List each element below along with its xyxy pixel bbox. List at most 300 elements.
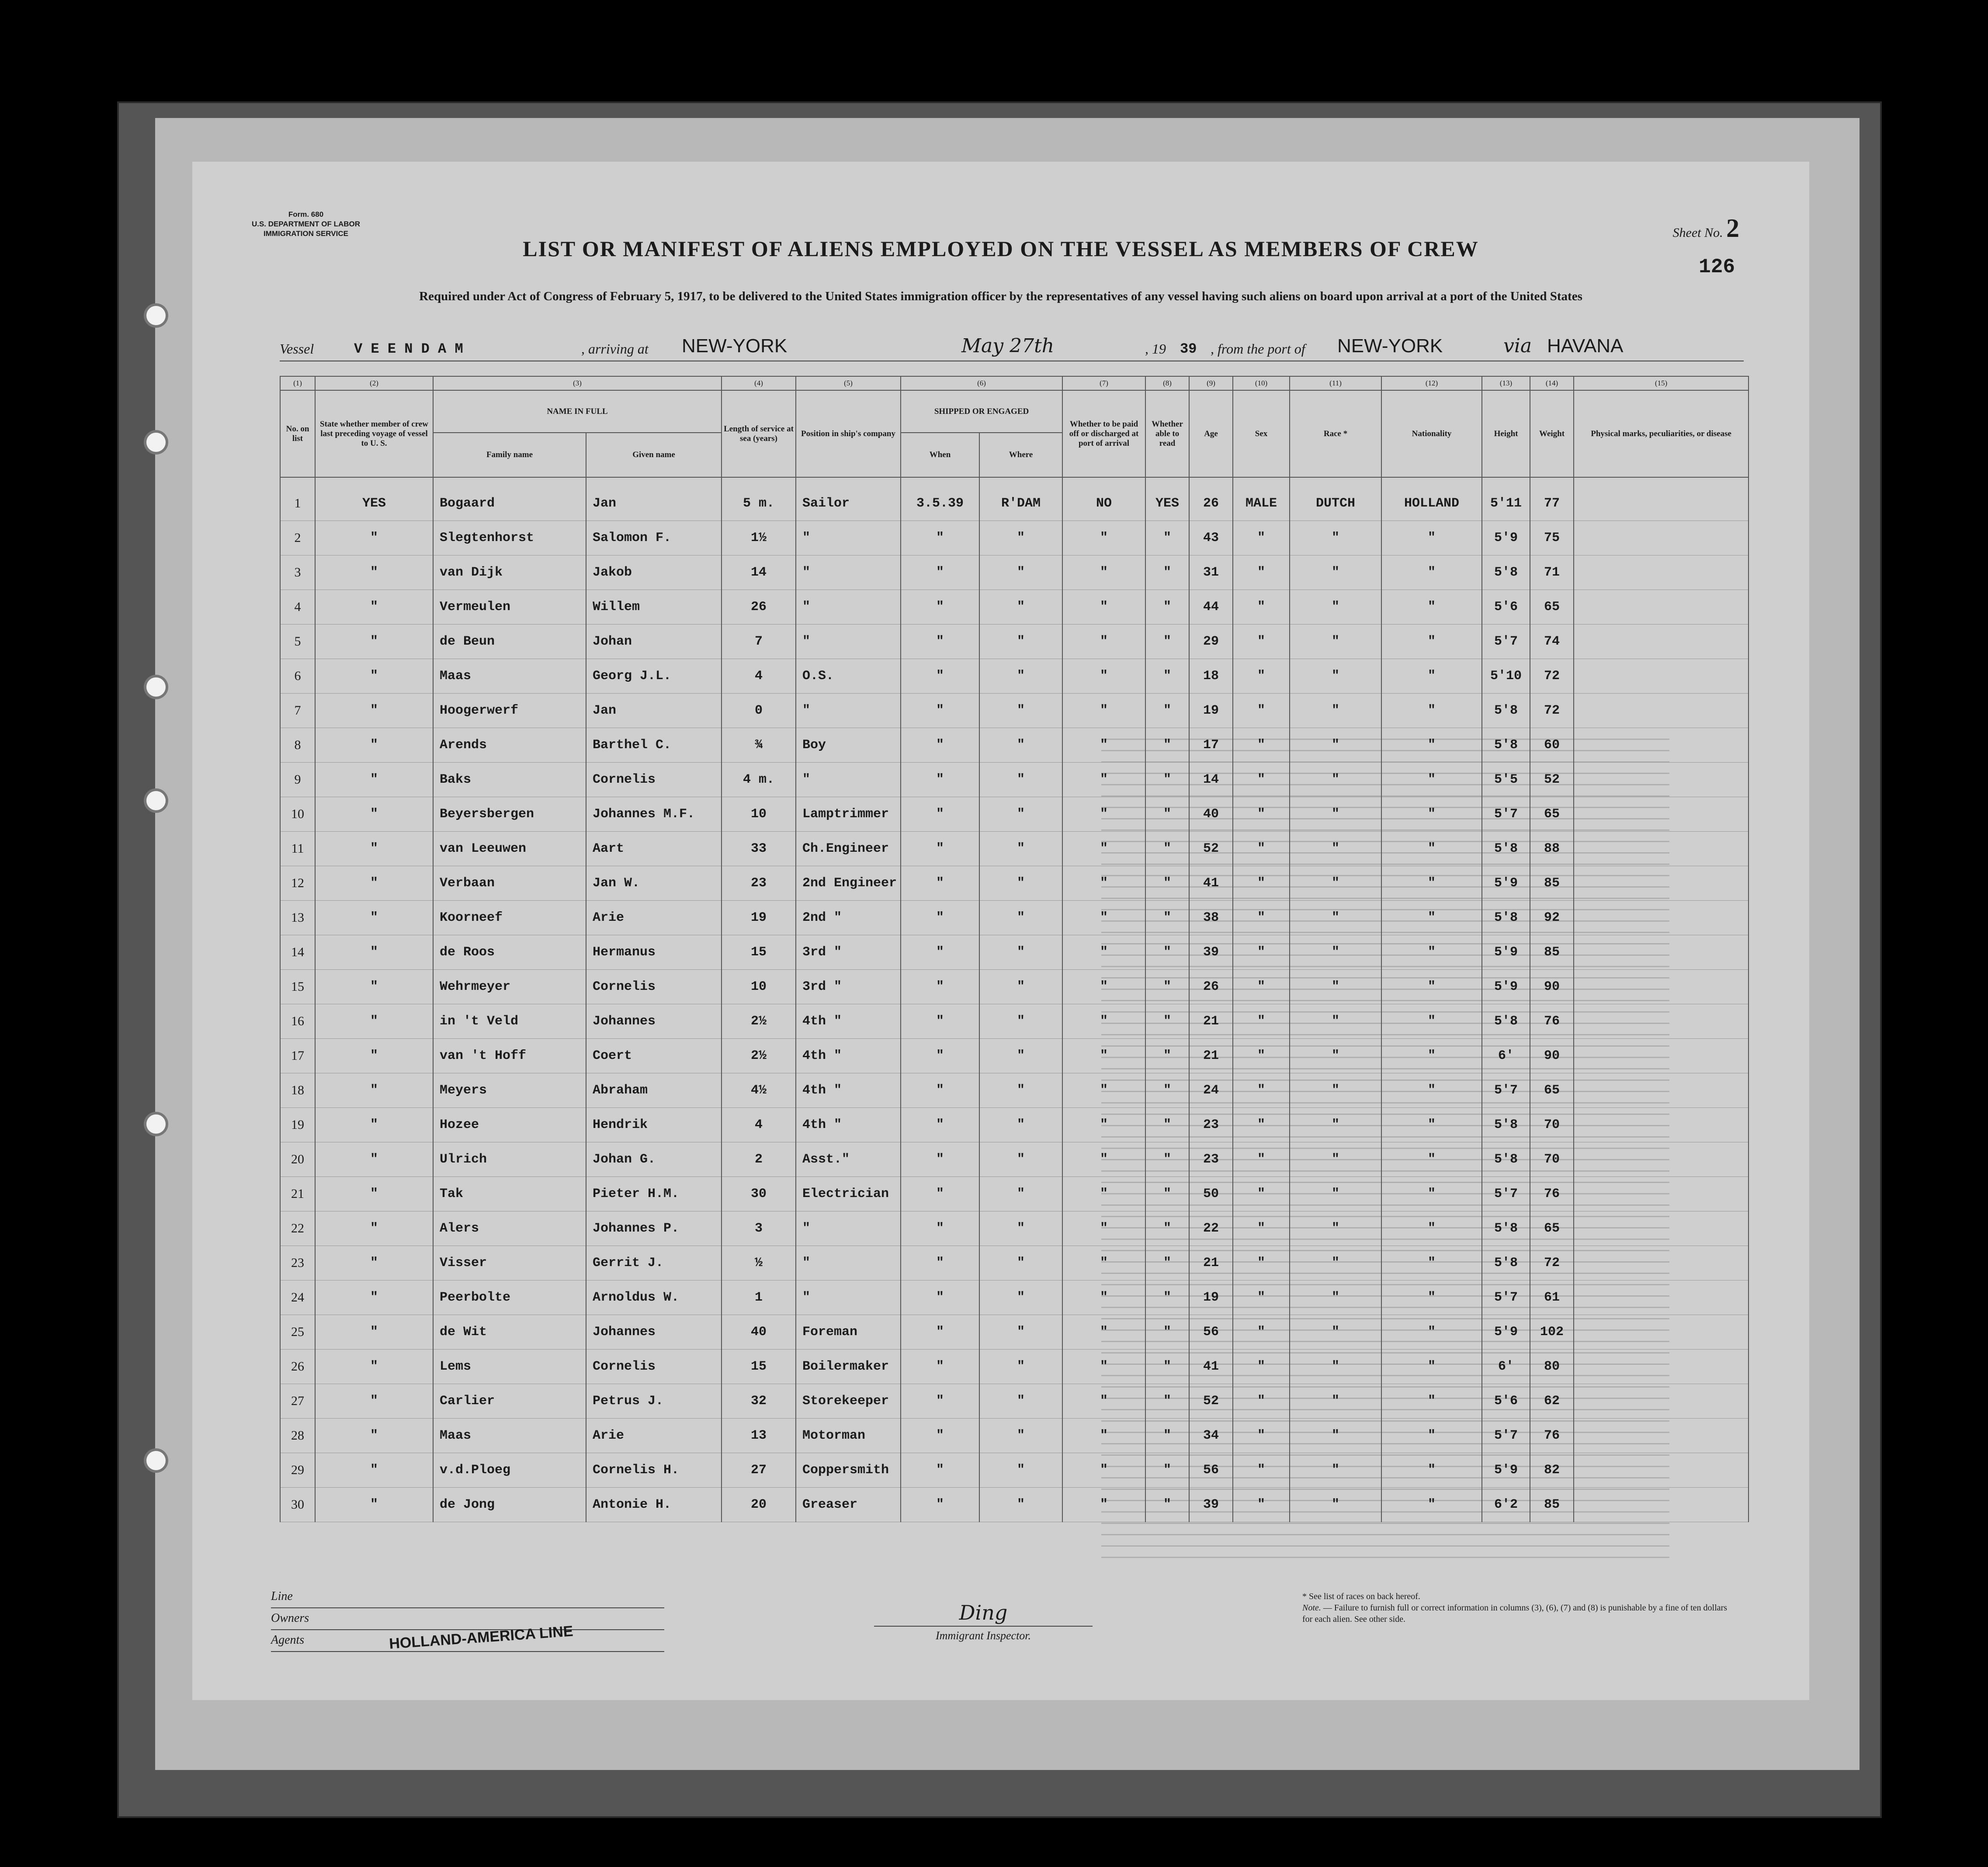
sheet-value: 2 [1726, 214, 1739, 243]
cell-race: " [1290, 555, 1381, 590]
cell-age: 21 [1189, 1004, 1233, 1039]
cell-paid: NO [1062, 477, 1145, 521]
crew-row [280, 1004, 1749, 1039]
cell-weight: 85 [1530, 935, 1574, 970]
cell-physical-marks [1574, 659, 1749, 694]
cell-age: 39 [1189, 1488, 1233, 1522]
cell-race: " [1290, 1281, 1381, 1315]
cell-age: 34 [1189, 1419, 1233, 1453]
cell-sex: " [1233, 625, 1290, 659]
cell-paid: " [1062, 1211, 1145, 1246]
cell-position: " [796, 1281, 901, 1315]
header-when: When [901, 433, 979, 477]
cell-service: 23 [722, 866, 796, 901]
vessel-line [280, 334, 1744, 361]
cell-service: 10 [722, 970, 796, 1004]
via-port: HAVANA [1547, 335, 1624, 357]
cell-family: Beyersbergen [433, 797, 586, 832]
cell-when: " [901, 728, 979, 763]
header-given-name: Given name [586, 433, 722, 477]
cell-physical-marks [1574, 1211, 1749, 1246]
cell-where: " [979, 659, 1062, 694]
cell-where: " [979, 521, 1062, 555]
cell-service: 19 [722, 901, 796, 935]
cell-prev: " [315, 1177, 433, 1211]
cell-service: 2 [722, 1142, 796, 1177]
cell-given: Arie [586, 1419, 722, 1453]
header-physical-marks: Physical marks, peculiarities, or disease [1574, 390, 1749, 477]
cell-read: " [1145, 728, 1189, 763]
cell-race: " [1290, 590, 1381, 625]
cell-prev: " [315, 1004, 433, 1039]
cell-paid: " [1062, 555, 1145, 590]
cell-where: " [979, 1281, 1062, 1315]
cell-when: " [901, 1108, 979, 1142]
cell-family: v.d.Ploeg [433, 1453, 586, 1488]
cell-age: 39 [1189, 935, 1233, 970]
cell-no: 1 [280, 477, 315, 521]
cell-height: 6' [1482, 1350, 1530, 1384]
penalty-note [1302, 1602, 1731, 1625]
cell-no: 2 [280, 521, 315, 555]
cell-race: " [1290, 763, 1381, 797]
cell-height: 5'8 [1482, 694, 1530, 728]
department: U.S. DEPARTMENT OF LABOR [251, 220, 361, 228]
header-height: Height [1482, 390, 1530, 477]
cell-nationality: " [1381, 694, 1482, 728]
cell-given: Johan [586, 625, 722, 659]
cell-family: Maas [433, 659, 586, 694]
header-able-read: Whether able to read [1145, 390, 1189, 477]
cell-physical-marks [1574, 477, 1749, 521]
cell-sex: " [1233, 935, 1290, 970]
cell-where: " [979, 728, 1062, 763]
cell-nationality: " [1381, 590, 1482, 625]
cell-read: " [1145, 659, 1189, 694]
owners-row [271, 1608, 664, 1630]
cell-family: Alers [433, 1211, 586, 1246]
cell-no: 21 [280, 1177, 315, 1211]
cell-no: 20 [280, 1142, 315, 1177]
cell-when: " [901, 1246, 979, 1281]
cell-prev: " [315, 625, 433, 659]
cell-height: 5'5 [1482, 763, 1530, 797]
footnotes [1302, 1591, 1731, 1625]
cell-sex: " [1233, 590, 1290, 625]
cell-position: 3rd " [796, 970, 901, 1004]
cell-physical-marks [1574, 1453, 1749, 1488]
cell-paid: " [1062, 1315, 1145, 1350]
cell-position: 4th " [796, 1073, 901, 1108]
agent-stamp: HOLLAND-AMERICA LINE [389, 1623, 574, 1652]
cell-family: Arends [433, 728, 586, 763]
cell-service: 26 [722, 590, 796, 625]
cell-sex: " [1233, 797, 1290, 832]
cell-where: " [979, 1142, 1062, 1177]
crew-row [280, 935, 1749, 970]
cell-weight: 76 [1530, 1419, 1574, 1453]
cell-height: 5'7 [1482, 625, 1530, 659]
cell-no: 3 [280, 555, 315, 590]
cell-prev: " [315, 1142, 433, 1177]
cell-height: 5'8 [1482, 1211, 1530, 1246]
cell-weight: 62 [1530, 1384, 1574, 1419]
cell-no: 7 [280, 694, 315, 728]
crew-row [280, 1039, 1749, 1073]
cell-family: Visser [433, 1246, 586, 1281]
cell-position: " [796, 590, 901, 625]
cell-race: " [1290, 797, 1381, 832]
cell-no: 30 [280, 1488, 315, 1522]
binder-hole [146, 306, 166, 325]
form-number: Form. 680 [288, 210, 324, 219]
cell-physical-marks [1574, 1004, 1749, 1039]
cell-age: 38 [1189, 901, 1233, 935]
cell-sex: " [1233, 1315, 1290, 1350]
cell-nationality: " [1381, 1039, 1482, 1073]
cell-paid: " [1062, 1004, 1145, 1039]
cell-prev: " [315, 590, 433, 625]
cell-height: 5'6 [1482, 590, 1530, 625]
cell-given: Abraham [586, 1073, 722, 1108]
cell-race: " [1290, 694, 1381, 728]
cell-nationality: " [1381, 1142, 1482, 1177]
cell-where: " [979, 935, 1062, 970]
year-suffix: 39 [1180, 341, 1197, 357]
cell-prev: " [315, 659, 433, 694]
cell-when: " [901, 521, 979, 555]
crew-row [280, 1211, 1749, 1246]
cell-position: " [796, 625, 901, 659]
cell-age: 41 [1189, 866, 1233, 901]
cell-service: 40 [722, 1315, 796, 1350]
cell-race: " [1290, 1350, 1381, 1384]
cell-when: " [901, 866, 979, 901]
crew-row [280, 1315, 1749, 1350]
cell-height: 5'8 [1482, 1142, 1530, 1177]
cell-where: " [979, 970, 1062, 1004]
cell-age: 21 [1189, 1246, 1233, 1281]
cell-where: " [979, 901, 1062, 935]
cell-read: " [1145, 1419, 1189, 1453]
crew-row [280, 970, 1749, 1004]
cell-when: " [901, 1281, 979, 1315]
cell-weight: 72 [1530, 694, 1574, 728]
cell-race: " [1290, 901, 1381, 935]
cell-height: 6'2 [1482, 1488, 1530, 1522]
page-subtitle: Required under Act of Congress of February 5, 1917, to be delivered to the United States immigration officer by the representatives of any vessel having such aliens on board upon arrival at a port of the United States [419, 289, 1582, 303]
cell-height: 6' [1482, 1039, 1530, 1073]
cell-family: de Jong [433, 1488, 586, 1522]
cell-where: " [979, 555, 1062, 590]
vessel-name: V E E N D A M [354, 341, 463, 357]
cell-nationality: " [1381, 659, 1482, 694]
cell-race: " [1290, 1211, 1381, 1246]
cell-when: " [901, 763, 979, 797]
cell-position: " [796, 1211, 901, 1246]
crew-row [280, 1350, 1749, 1384]
cell-where: " [979, 1039, 1062, 1073]
cell-no: 26 [280, 1350, 315, 1384]
cell-sex: " [1233, 1350, 1290, 1384]
cell-when: " [901, 659, 979, 694]
cell-prev: " [315, 1108, 433, 1142]
cell-given: Pieter H.M. [586, 1177, 722, 1211]
cell-no: 22 [280, 1211, 315, 1246]
crew-row [280, 1384, 1749, 1419]
header-row [280, 390, 1749, 433]
cell-given: Jan W. [586, 866, 722, 901]
col-num: (3) [433, 376, 722, 390]
cell-race: " [1290, 1246, 1381, 1281]
cell-family: Verbaan [433, 866, 586, 901]
cell-height: 5'9 [1482, 866, 1530, 901]
cell-when: " [901, 832, 979, 866]
cell-race: " [1290, 1177, 1381, 1211]
cell-given: Barthel C. [586, 728, 722, 763]
crew-row [280, 1246, 1749, 1281]
cell-height: 5'7 [1482, 1177, 1530, 1211]
cell-weight: 65 [1530, 590, 1574, 625]
cell-service: 7 [722, 625, 796, 659]
inspector-label: Immigrant Inspector. [935, 1629, 1031, 1642]
col-num: (13) [1482, 376, 1530, 390]
cell-prev: " [315, 1073, 433, 1108]
cell-given: Johan G. [586, 1142, 722, 1177]
cell-paid: " [1062, 1246, 1145, 1281]
cell-when: " [901, 1004, 979, 1039]
cell-given: Willem [586, 590, 722, 625]
col-num: (5) [796, 376, 901, 390]
cell-given: Petrus J. [586, 1384, 722, 1419]
cell-given: Johannes [586, 1315, 722, 1350]
cell-position: Motorman [796, 1419, 901, 1453]
cell-prev: " [315, 555, 433, 590]
cell-family: Ulrich [433, 1142, 586, 1177]
races-note: * See list of races on back hereof. [1302, 1592, 1420, 1601]
cell-race: " [1290, 521, 1381, 555]
cell-sex: " [1233, 1281, 1290, 1315]
col-num: (7) [1062, 376, 1145, 390]
cell-when: " [901, 1384, 979, 1419]
cell-race: " [1290, 1073, 1381, 1108]
cell-nationality: " [1381, 1108, 1482, 1142]
owners-label: Owners [271, 1611, 309, 1625]
cell-when: " [901, 1177, 979, 1211]
cell-prev: " [315, 1453, 433, 1488]
header-family-name: Family name [433, 433, 586, 477]
cell-position: Greaser [796, 1488, 901, 1522]
cell-position: 2nd " [796, 901, 901, 935]
cell-read: " [1145, 1211, 1189, 1246]
cell-weight: 85 [1530, 1488, 1574, 1522]
cell-given: Hendrik [586, 1108, 722, 1142]
header-shipped-engaged: SHIPPED OR ENGAGED [901, 390, 1062, 433]
cell-service: 27 [722, 1453, 796, 1488]
cell-given: Antonie H. [586, 1488, 722, 1522]
crew-row [280, 1142, 1749, 1177]
cell-physical-marks [1574, 1419, 1749, 1453]
sheet-label: Sheet No. [1672, 226, 1723, 240]
col-num: (1) [280, 376, 315, 390]
cell-given: Hermanus [586, 935, 722, 970]
cell-family: van 't Hoff [433, 1039, 586, 1073]
cell-position: 4th " [796, 1004, 901, 1039]
cell-paid: " [1062, 1039, 1145, 1073]
cell-weight: 70 [1530, 1108, 1574, 1142]
cell-sex: " [1233, 694, 1290, 728]
cell-no: 4 [280, 590, 315, 625]
cell-race: " [1290, 1488, 1381, 1522]
cell-age: 22 [1189, 1211, 1233, 1246]
cell-weight: 90 [1530, 970, 1574, 1004]
year-prefix: , 19 [1145, 341, 1166, 357]
column-numbers [280, 376, 1749, 390]
cell-service: 2½ [722, 1004, 796, 1039]
cell-physical-marks [1574, 866, 1749, 901]
cell-no: 28 [280, 1419, 315, 1453]
cell-where: " [979, 625, 1062, 659]
cell-where: " [979, 866, 1062, 901]
cell-read: " [1145, 1281, 1189, 1315]
cell-position: Foreman [796, 1315, 901, 1350]
cell-no: 13 [280, 901, 315, 935]
cell-nationality: " [1381, 1488, 1482, 1522]
cell-weight: 70 [1530, 1142, 1574, 1177]
cell-sex: " [1233, 832, 1290, 866]
binder-hole [146, 791, 166, 810]
cell-position: " [796, 1246, 901, 1281]
cell-weight: 72 [1530, 1246, 1574, 1281]
cell-family: van Dijk [433, 555, 586, 590]
cell-read: " [1145, 866, 1189, 901]
header-no-on-list: No. on list [280, 390, 315, 477]
cell-no: 18 [280, 1073, 315, 1108]
cell-sex: " [1233, 763, 1290, 797]
cell-no: 24 [280, 1281, 315, 1315]
cell-position: Sailor [796, 477, 901, 521]
cell-age: 26 [1189, 970, 1233, 1004]
manifest-sheet [192, 162, 1809, 1700]
cell-age: 21 [1189, 1039, 1233, 1073]
cell-prev: " [315, 1246, 433, 1281]
cell-age: 14 [1189, 763, 1233, 797]
cell-no: 25 [280, 1315, 315, 1350]
cell-prev: " [315, 1419, 433, 1453]
cell-prev: " [315, 970, 433, 1004]
cell-when: " [901, 1315, 979, 1350]
cell-paid: " [1062, 866, 1145, 901]
cell-sex: " [1233, 1211, 1290, 1246]
cell-given: Cornelis [586, 763, 722, 797]
cell-read: " [1145, 555, 1189, 590]
cell-read: " [1145, 1246, 1189, 1281]
cell-when: " [901, 970, 979, 1004]
cell-family: Meyers [433, 1073, 586, 1108]
cell-nationality: " [1381, 935, 1482, 970]
cell-weight: 90 [1530, 1039, 1574, 1073]
cell-when: " [901, 901, 979, 935]
cell-race: " [1290, 935, 1381, 970]
cell-height: 5'9 [1482, 1453, 1530, 1488]
crew-manifest-table [280, 376, 1749, 1522]
cell-paid: " [1062, 1453, 1145, 1488]
header-paid-off: Whether to be paid off or discharged at port of arrival [1062, 390, 1145, 477]
cell-given: Salomon F. [586, 521, 722, 555]
cell-service: 4½ [722, 1073, 796, 1108]
cell-age: 19 [1189, 1281, 1233, 1315]
cell-weight: 88 [1530, 832, 1574, 866]
header-race: Race * [1290, 390, 1381, 477]
cell-family: van Leeuwen [433, 832, 586, 866]
cell-race: " [1290, 1419, 1381, 1453]
cell-no: 16 [280, 1004, 315, 1039]
cell-when: " [901, 590, 979, 625]
cell-prev: " [315, 728, 433, 763]
header-name-in-full: NAME IN FULL [433, 390, 722, 433]
cell-when: " [901, 1453, 979, 1488]
cell-no: 11 [280, 832, 315, 866]
cell-physical-marks [1574, 590, 1749, 625]
cell-physical-marks [1574, 521, 1749, 555]
cell-where: " [979, 1315, 1062, 1350]
cell-given: Arnoldus W. [586, 1281, 722, 1315]
cell-where: " [979, 832, 1062, 866]
cell-where: " [979, 1211, 1062, 1246]
cell-when: " [901, 797, 979, 832]
crew-row [280, 901, 1749, 935]
cell-where: " [979, 590, 1062, 625]
cell-read: " [1145, 1384, 1189, 1419]
cell-weight: 71 [1530, 555, 1574, 590]
cell-sex: " [1233, 1453, 1290, 1488]
cell-service: 13 [722, 1419, 796, 1453]
cell-family: Hoogerwerf [433, 694, 586, 728]
cell-paid: " [1062, 832, 1145, 866]
cell-paid: " [1062, 659, 1145, 694]
cell-physical-marks [1574, 1073, 1749, 1108]
cell-paid: " [1062, 901, 1145, 935]
cell-sex: " [1233, 970, 1290, 1004]
cell-nationality: " [1381, 1073, 1482, 1108]
cell-prev: YES [315, 477, 433, 521]
form-header [240, 210, 371, 239]
cell-height: 5'7 [1482, 797, 1530, 832]
cell-race: " [1290, 832, 1381, 866]
service: IMMIGRATION SERVICE [264, 229, 348, 238]
cell-height: 5'7 [1482, 1419, 1530, 1453]
cell-physical-marks [1574, 1350, 1749, 1384]
cell-height: 5'8 [1482, 832, 1530, 866]
cell-read: " [1145, 797, 1189, 832]
cell-service: ½ [722, 1246, 796, 1281]
cell-sex: " [1233, 521, 1290, 555]
cell-race: " [1290, 866, 1381, 901]
crew-row [280, 1419, 1749, 1453]
cell-family: Baks [433, 763, 586, 797]
cell-paid: " [1062, 935, 1145, 970]
cell-service: ¾ [722, 728, 796, 763]
cell-nationality: " [1381, 625, 1482, 659]
cell-service: 15 [722, 1350, 796, 1384]
crew-row [280, 1073, 1749, 1108]
crew-row [280, 521, 1749, 555]
cell-sex: " [1233, 1246, 1290, 1281]
cell-nationality: " [1381, 1246, 1482, 1281]
cell-height: 5'7 [1482, 1073, 1530, 1108]
cell-age: 18 [1189, 659, 1233, 694]
cell-paid: " [1062, 1384, 1145, 1419]
